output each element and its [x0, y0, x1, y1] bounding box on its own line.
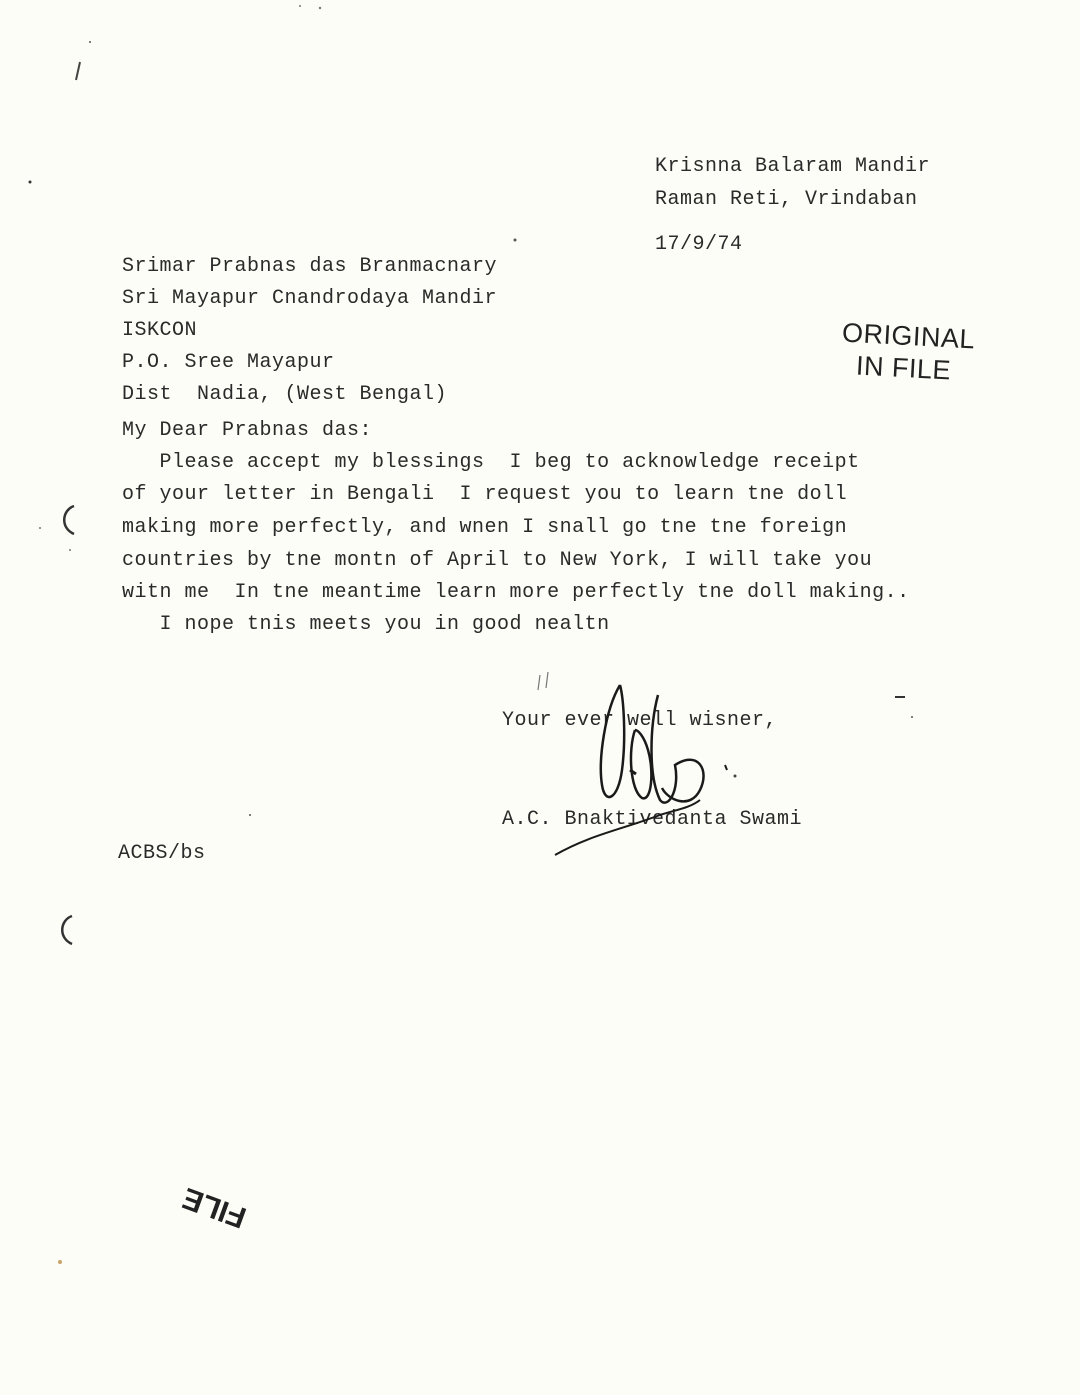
file-stamp: FILE [178, 1180, 251, 1235]
reference-initials: ACBS/bs [118, 842, 206, 865]
body-line-3: making more perfectly, and wnen I snall go tne tne foreign [122, 516, 848, 539]
valediction: Your ever well wisner, [502, 709, 778, 732]
recipient-line-1: Srimar Prabnas das Branmacnary [122, 255, 498, 278]
body-line-6: I nope tnis meets you in good nealtn [122, 613, 610, 636]
recipient-line-3: ISKCON [122, 319, 198, 342]
letter-date: 17/9/74 [655, 233, 743, 256]
body-line-1: Please accept my blessings I beg to acknowledge receipt [122, 451, 860, 474]
salutation: My Dear Prabnas das: [122, 419, 373, 442]
recipient-line-2: Sri Mayapur Cnandrodaya Mandir [122, 287, 498, 310]
sender-address-line-2: Raman Reti, Vrindaban [655, 188, 918, 211]
body-line-5: witn me In tne meantime learn more perfectly tne doll making.. [122, 581, 910, 604]
recipient-line-4: P.O. Sree Mayapur [122, 351, 335, 374]
recipient-line-5: Dist Nadia, (West Bengal) [122, 383, 448, 406]
body-line-2: of your letter in Bengali I request you to learn tne doll [122, 483, 848, 506]
sender-address-line-1: Krisnna Balaram Mandir [655, 155, 931, 178]
body-line-4: countries by tne montn of April to New York, I will take you [122, 549, 873, 572]
signatory-name: A.C. Bnaktivedanta Swami [502, 808, 803, 831]
original-stamp-line-1: ORIGINAL [841, 317, 976, 355]
original-stamp-line-2: IN FILE [855, 350, 952, 386]
